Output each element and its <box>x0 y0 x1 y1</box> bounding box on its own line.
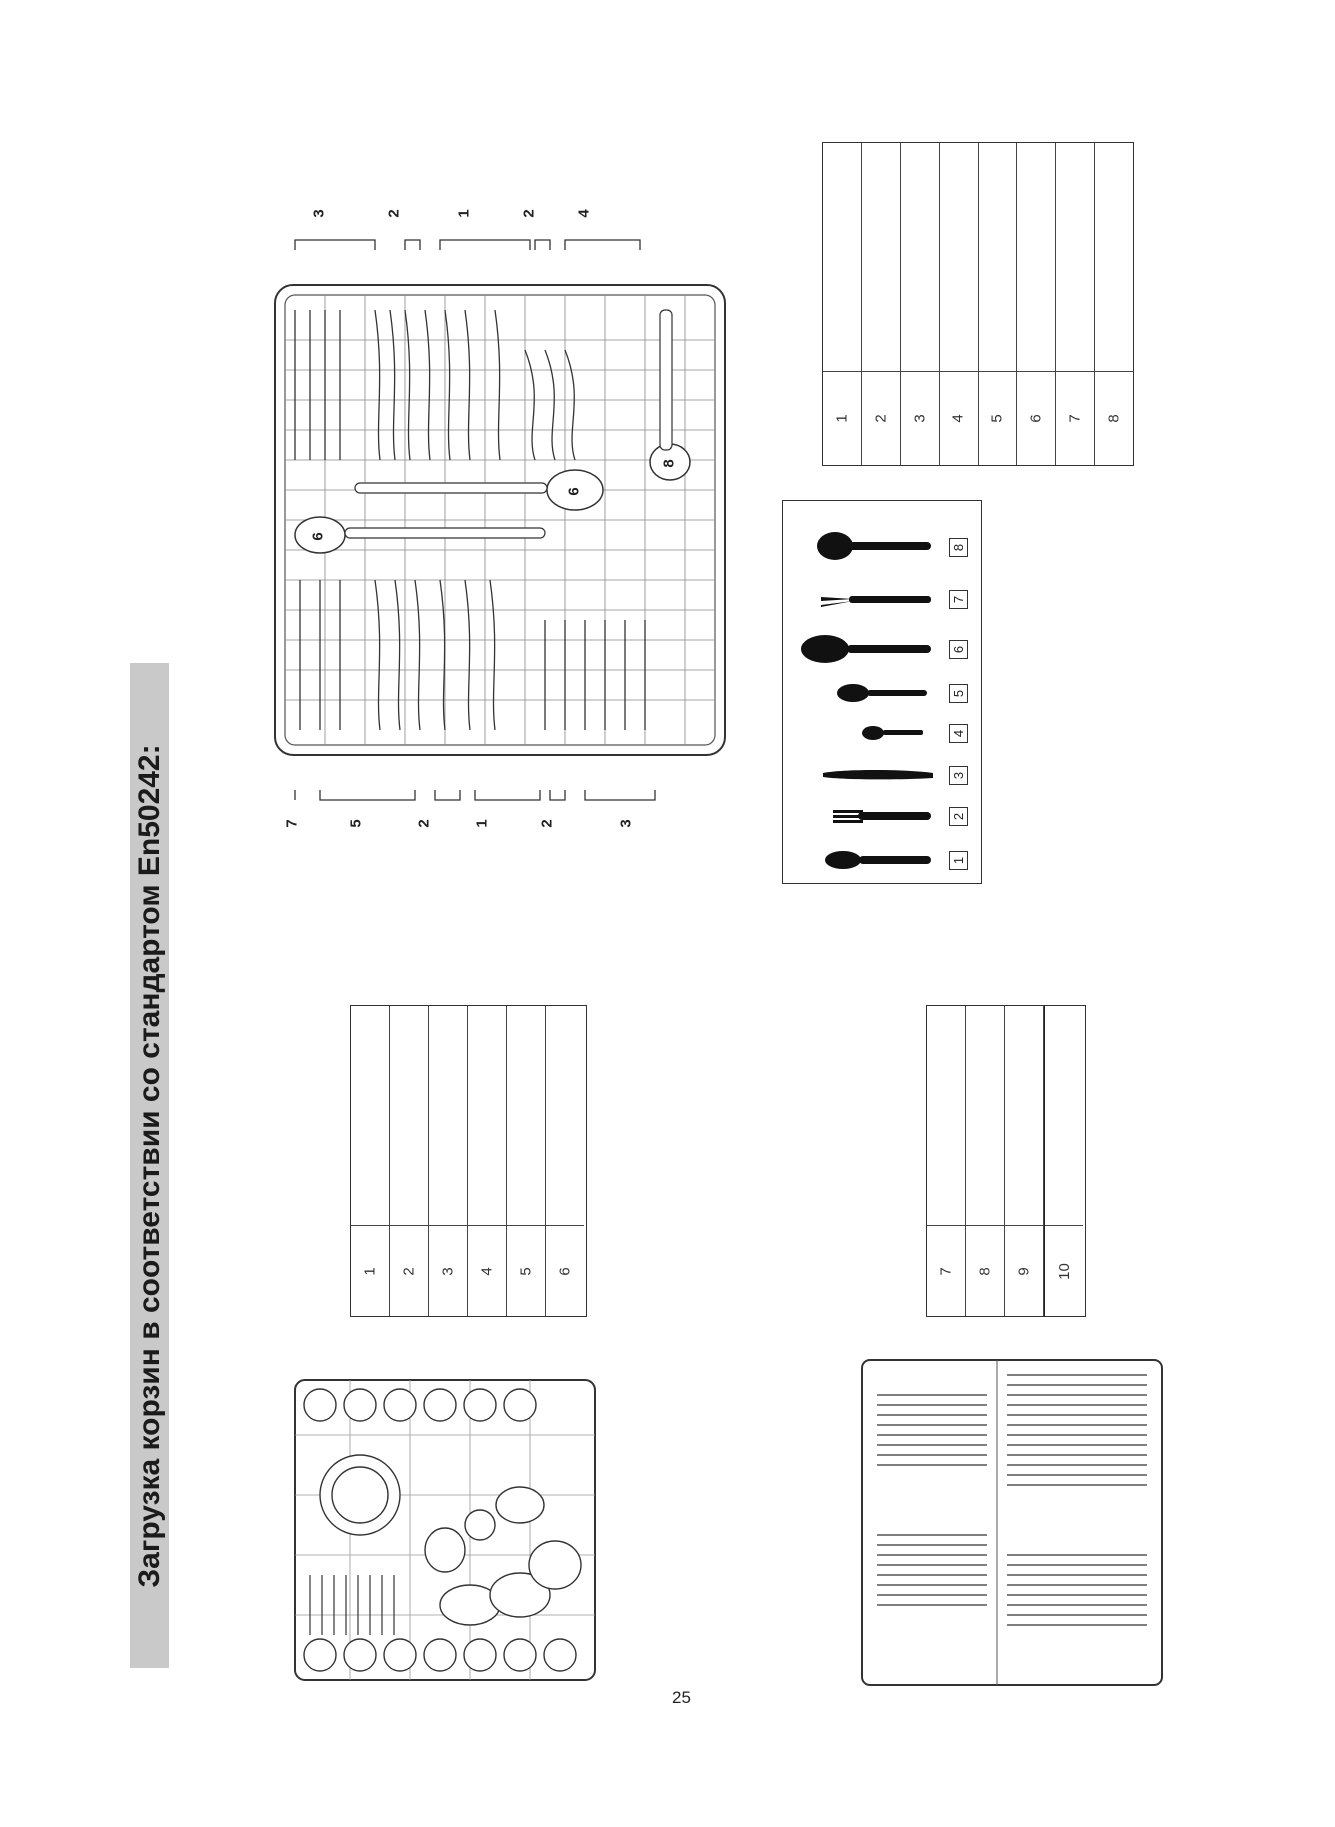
cutlery-table-row: 3 <box>901 143 940 465</box>
upper-table-row: 5 <box>507 1006 546 1316</box>
serving-spoon-icon <box>801 635 931 663</box>
cutlery-table-row: 7 <box>1056 143 1095 465</box>
callout-bottom-2: 2 <box>415 819 433 828</box>
legend-number: 2 <box>949 807 968 826</box>
upper-basket-table <box>350 1005 587 1317</box>
lower-table-row: 10 <box>1044 1006 1083 1316</box>
teaspoon-icon <box>862 726 923 740</box>
fork-icon <box>833 810 931 823</box>
callout-top-2b: 2 <box>520 209 538 218</box>
legend-number: 8 <box>949 538 968 557</box>
legend-number: 6 <box>949 640 968 659</box>
upper-table-row: 3 <box>429 1006 468 1316</box>
lower-basket-diagram <box>857 1355 1167 1690</box>
callout-top-4: 4 <box>575 209 593 218</box>
callout-bottom-5: 5 <box>347 819 365 828</box>
knife-icon <box>823 770 933 779</box>
page-heading: Загрузка корзин в соответствии со стандартом En50242: <box>132 743 166 1588</box>
cutlery-table-row: 8 <box>1095 143 1133 465</box>
page-heading-bar <box>130 663 169 1668</box>
upper-table-row: 1 <box>351 1006 390 1316</box>
callout-bottom-7: 7 <box>283 819 301 828</box>
dessert-spoon-icon <box>825 851 931 869</box>
callout-bottom-2b: 2 <box>538 819 556 828</box>
lower-basket-table <box>926 1005 1086 1317</box>
cutlery-table <box>822 142 1134 466</box>
legend-number: 1 <box>949 851 968 870</box>
callout-bottom-3: 3 <box>617 819 635 828</box>
lower-table-row: 9 <box>1005 1006 1044 1316</box>
cutlery-table-row: 5 <box>979 143 1018 465</box>
cutlery-table-row: 2 <box>862 143 901 465</box>
lower-table-row: 7 <box>927 1006 966 1316</box>
legend-number: 4 <box>949 724 968 743</box>
cutlery-table-row: 1 <box>823 143 862 465</box>
callout-inner-6b: 6 <box>565 487 583 496</box>
ladle-icon <box>817 532 931 560</box>
page-number: 25 <box>672 1688 691 1707</box>
spoon-icon <box>837 684 927 702</box>
callout-bottom-1: 1 <box>473 819 491 828</box>
upper-table-row: 4 <box>468 1006 507 1316</box>
cutlery-table-row: 6 <box>1017 143 1056 465</box>
callout-inner-6a: 6 <box>309 532 327 541</box>
serving-fork-icon <box>821 596 931 607</box>
legend-number: 7 <box>949 590 968 609</box>
cutlery-table-row: 4 <box>940 143 979 465</box>
cutlery-tray-diagram <box>265 200 735 840</box>
callout-top-2: 2 <box>385 209 403 218</box>
legend-number: 5 <box>949 684 968 703</box>
upper-table-row: 6 <box>546 1006 584 1316</box>
upper-basket-diagram <box>290 1375 600 1685</box>
legend-number: 3 <box>949 766 968 785</box>
lower-table-row: 8 <box>966 1006 1005 1316</box>
upper-table-row: 2 <box>390 1006 429 1316</box>
callout-top-1: 1 <box>455 209 473 218</box>
callout-top-3: 3 <box>310 209 328 218</box>
cutlery-legend <box>782 500 982 884</box>
callout-inner-8: 8 <box>660 459 678 468</box>
